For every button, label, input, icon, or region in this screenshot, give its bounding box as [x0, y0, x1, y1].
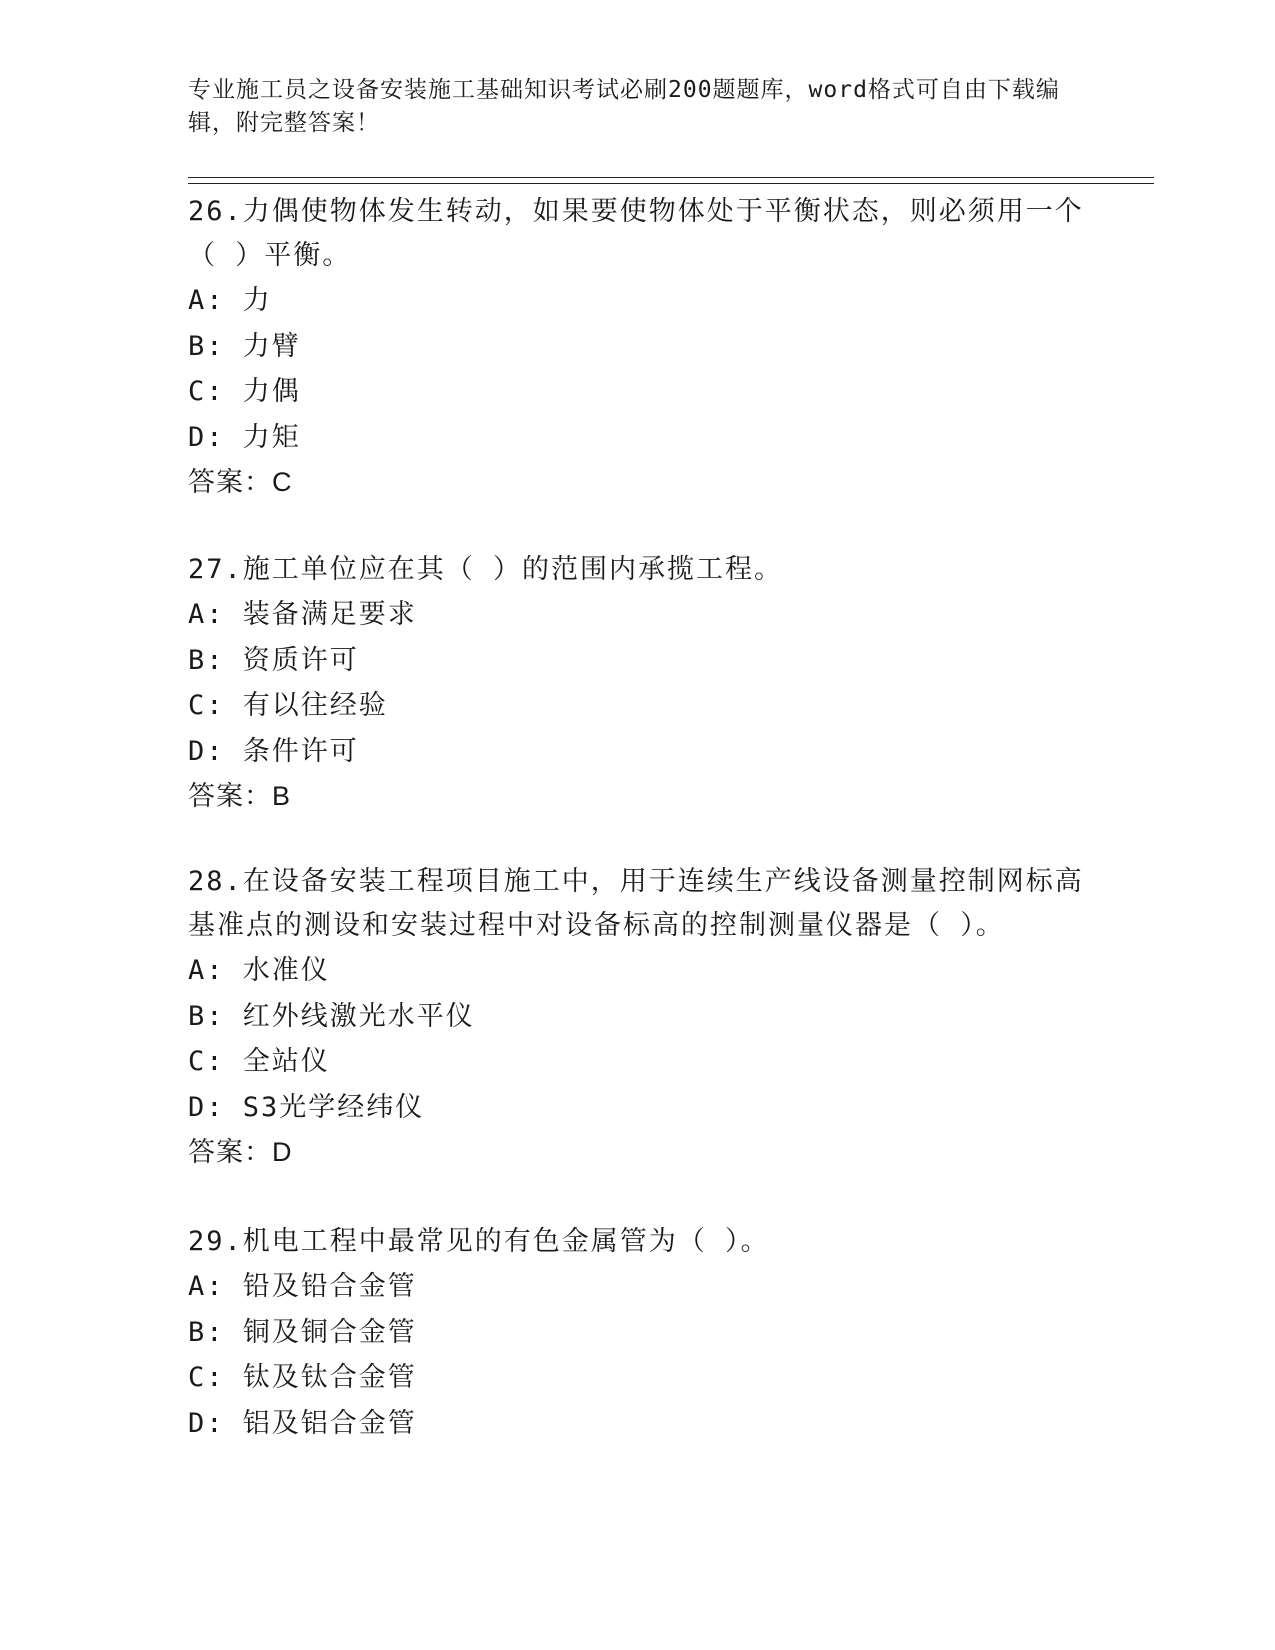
- option-a: A: 铅及铅合金管: [188, 1271, 417, 1302]
- option-d: D: 条件许可: [188, 735, 359, 767]
- option-c: C: 全站仪: [188, 1046, 330, 1077]
- option-b: B: 红外线激光水平仪: [188, 1000, 475, 1032]
- option-c: C: 力偶: [188, 376, 301, 407]
- question-27: [188, 548, 1088, 820]
- answer: 答案：D: [188, 1137, 293, 1167]
- option-b: B: 力臂: [188, 330, 301, 362]
- option-c: C: 钛及钛合金管: [188, 1362, 417, 1393]
- question-26: [188, 190, 1088, 506]
- answer: 答案：B: [188, 781, 292, 811]
- question-stem: 27.施工单位应在其（ ）的范围内承揽工程。: [188, 554, 784, 585]
- header-divider-top: [188, 177, 1154, 178]
- question-stem: 29.机电工程中最常见的有色金属管为（ ）。: [188, 1226, 770, 1257]
- option-b: B: 资质许可: [188, 644, 359, 676]
- question-stem: 28.在设备安装工程项目施工中，用于连续生产线设备测量控制网标高基准点的测设和安装过程中对设备标高的控制测量仪器是（ ）。: [188, 866, 1084, 941]
- option-a: A: 水准仪: [188, 955, 330, 986]
- option-d: D: S3光学经纬仪: [188, 1091, 425, 1123]
- option-a: A: 力: [188, 285, 272, 316]
- header-divider-bottom: [188, 183, 1154, 184]
- option-d: D: 力矩: [188, 421, 301, 453]
- document-header: 专业施工员之设备安装施工基础知识考试必刷200题题库，word格式可自由下载编辑，附完整答案！: [188, 77, 1060, 136]
- option-a: A: 装备满足要求: [188, 599, 417, 630]
- question-29: [188, 1220, 1088, 1446]
- option-c: C: 有以往经验: [188, 690, 388, 721]
- option-b: B: 铜及铜合金管: [188, 1316, 417, 1348]
- answer: 答案：C: [188, 467, 293, 497]
- option-d: D: 铝及铝合金管: [188, 1407, 417, 1439]
- question-stem: 26.力偶使物体发生转动，如果要使物体处于平衡状态，则必须用一个（ ）平衡。: [188, 196, 1084, 271]
- question-28: [188, 860, 1088, 1176]
